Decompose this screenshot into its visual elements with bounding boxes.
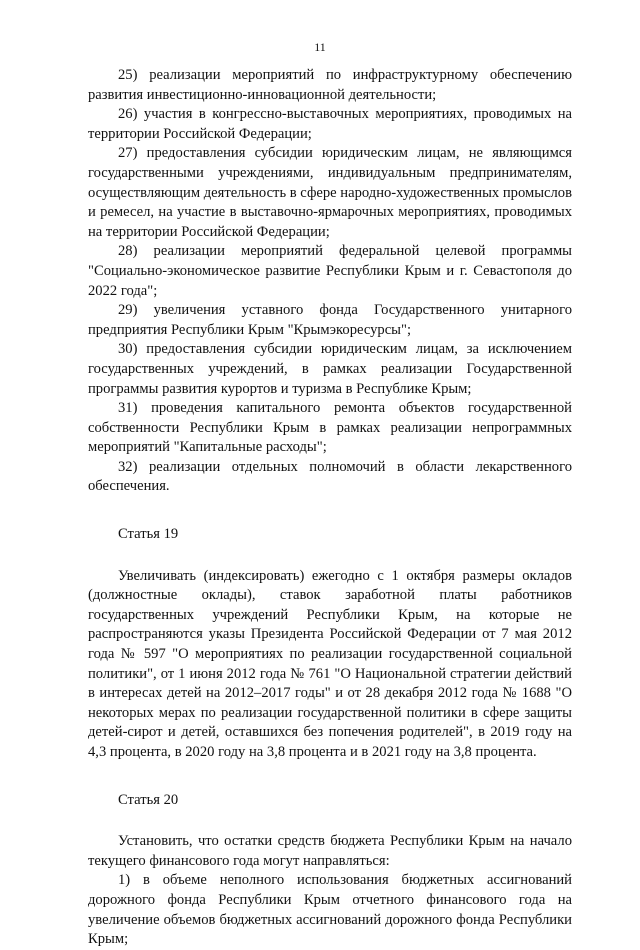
list-item-29: 29) увеличения уставного фонда Государственного унитарного предприятия Республики Крым "Крымэкоресурсы"; [88,302,572,338]
list-item-25: 25) реализации мероприятий по инфраструктурному обеспечению развития инвестиционно-инновационной деятельности; [88,67,572,103]
page-number: 11 [314,40,326,54]
list-item-28: 28) реализации мероприятий федеральной целевой программы "Социально-экономическое развитие Республики Крым и г. Севастополя до 2022 года"; [88,243,572,299]
article-20-title: Статья 20 [118,791,179,808]
list-item-31: 31) проведения капитального ремонта объектов государственной собственности Республики Крым в рамках реализации непрограммных мероприятий "Капитальные расходы"; [88,400,572,456]
list-item-30: 30) предоставления субсидии юридическим лицам, за исключением государственных учреждений, в рамках реализации Государственной программы развития курортов и туризма в Республике Крым; [88,341,572,397]
article-19-title: Статья 19 [118,526,179,543]
list-item-27: 27) предоставления субсидии юридическим лицам, не являющимся государственными учреждениями, индивидуальным предпринимателям, осуществляющим деятельность в сфере народно-художественных промыслов и ремесел, на участие в выставочно-ярмарочных мероприятиях, проводимых на территории Российской Федерации; [88,145,572,240]
article-20-intro: Установить, что остатки средств бюджета Республики Крым на начало текущего финансового года могут направляться: [88,833,572,869]
document-body [88,66,572,950]
list-item-32: 32) реализации отдельных полномочий в области лекарственного обеспечения. [88,458,572,495]
list-item-26: 26) участия в конгрессно-выставочных мероприятиях, проводимых на территории Российской Федерации; [88,106,572,142]
article-20-item-1: 1) в объеме неполного использования бюджетных ассигнований дорожного фонда Республики Крым отчетного финансового года на увеличение объемов бюджетных ассигнований дорожного фонда Республики Крым; [88,872,572,948]
article-19-text: Увеличивать (индексировать) ежегодно с 1 октября размеры окладов (должностные оклады), ставок заработной платы работников государственных учреждений Республики Крым, на которые не распространяются указы Президента Российской Федерации от 7 мая 2012 года № 597 "О мероприятиях по реализации государственной социальной политики", от 1 июня 2012 года № 761 "О Национальной стратегии действий в интересах детей на 2012–2017 годы" и от 28 декабря 2012 года № 1688 "О некоторых мерах по реализации государственной политики в сфере защиты детей-сирот и детей, оставшихся без попечения родителей", в 2019 году на 4,3 процента, в 2020 году на 3,8 процента и в 2021 году на 3,8 процента. [88,567,572,760]
